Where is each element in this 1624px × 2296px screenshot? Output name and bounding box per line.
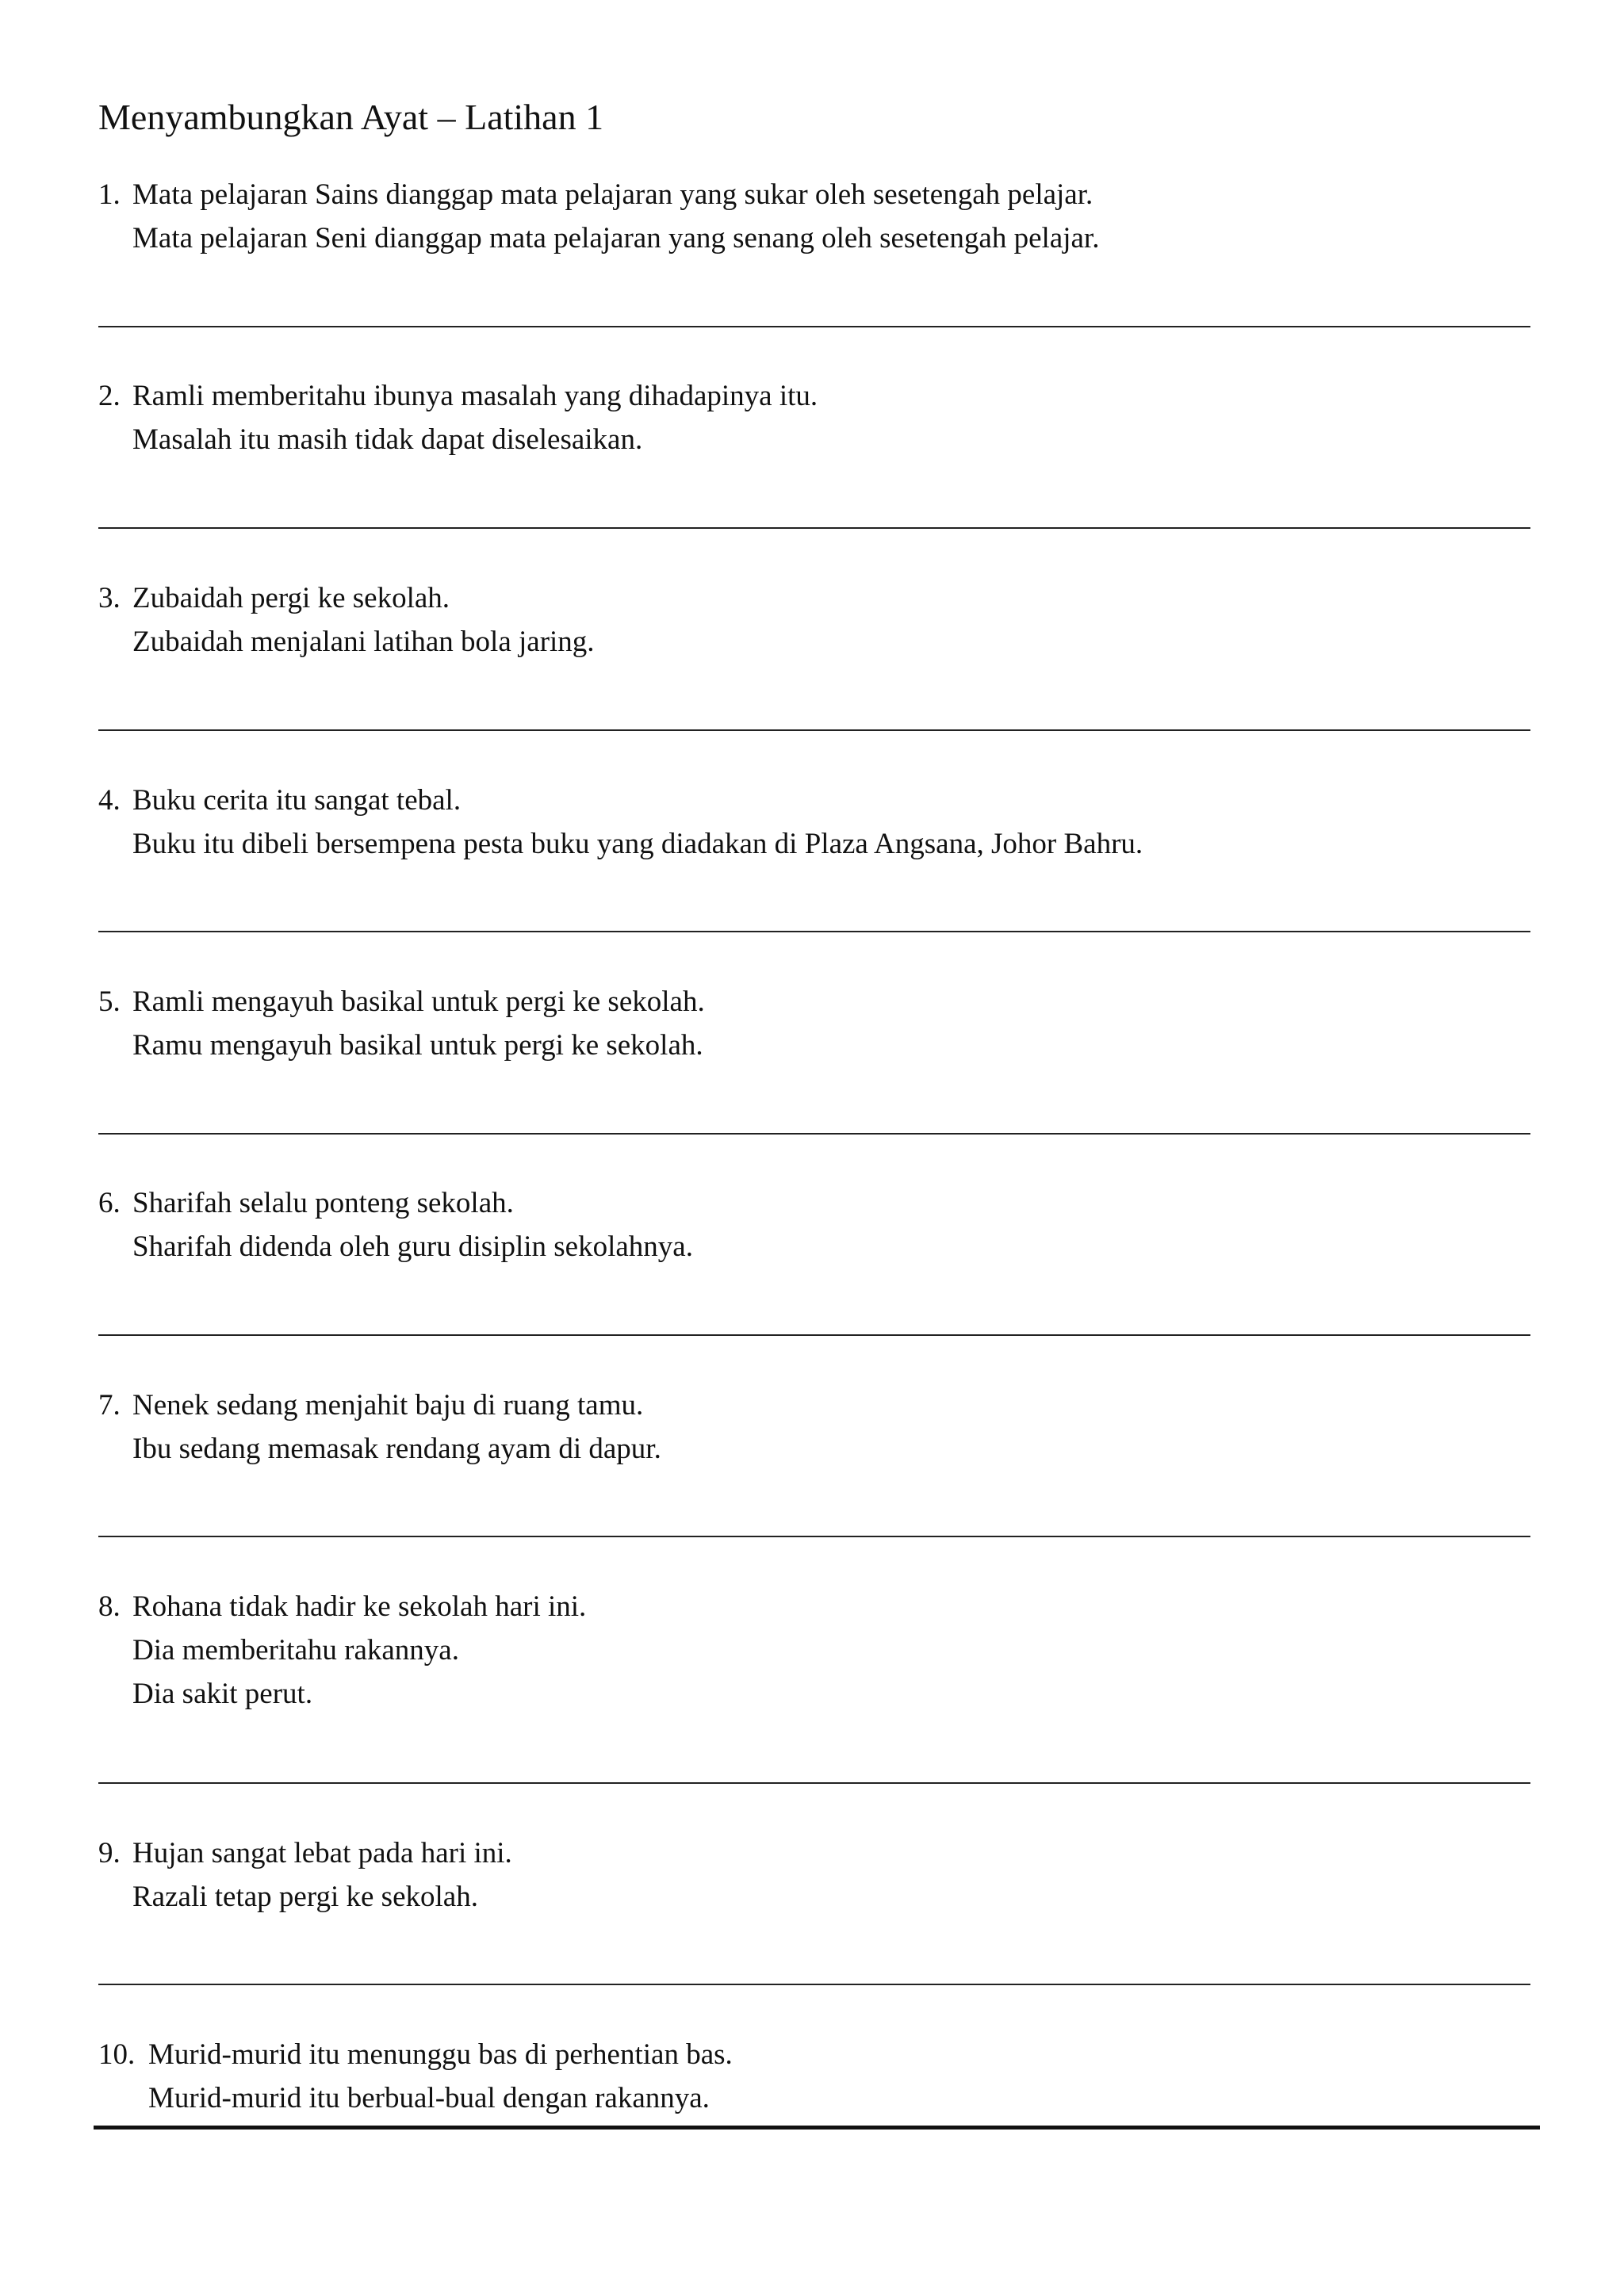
sentence: Buku cerita itu sangat tebal. xyxy=(132,784,462,817)
sentence: Dia sakit perut. xyxy=(132,1678,313,1710)
exercise-item-3 xyxy=(98,576,1549,664)
item-number: 10. xyxy=(98,2038,136,2071)
sentence: Buku itu dibeli bersempena pesta buku yang diadakan di Plaza Angsana, Johor Bahru. xyxy=(132,828,1143,860)
sentence: Ramli memberitahu ibunya masalah yang dihadapinya itu. xyxy=(132,380,818,412)
sentence: Mata pelajaran Seni dianggap mata pelajaran yang senang oleh sesetengah pelajar. xyxy=(132,222,1100,254)
answer-line-10[interactable] xyxy=(94,2126,1540,2130)
item-number: 1. xyxy=(98,178,121,211)
sentence: Murid-murid itu menunggu bas di perhentian bas. xyxy=(148,2038,733,2071)
exercise-item-2 xyxy=(98,374,1549,461)
sentence: Sharifah didenda oleh guru disiplin sekolahnya. xyxy=(132,1230,693,1263)
sentence: Razali tetap pergi ke sekolah. xyxy=(132,1881,478,1913)
sentence: Mata pelajaran Sains dianggap mata pelajaran yang sukar oleh sesetengah pelajar. xyxy=(132,178,1094,211)
exercise-item-1 xyxy=(98,173,1549,260)
item-number: 9. xyxy=(98,1837,121,1869)
answer-line-7[interactable] xyxy=(98,1536,1530,1537)
sentence: Murid-murid itu berbual-bual dengan rakannya. xyxy=(148,2082,710,2114)
answer-line-6[interactable] xyxy=(98,1334,1530,1336)
exercise-item-7 xyxy=(98,1383,1549,1471)
answer-line-3[interactable] xyxy=(98,729,1530,731)
item-number: 3. xyxy=(98,582,121,614)
sentence: Sharifah selalu ponteng sekolah. xyxy=(132,1187,514,1219)
answer-line-2[interactable] xyxy=(98,527,1530,529)
item-number: 7. xyxy=(98,1389,121,1422)
answer-line-5[interactable] xyxy=(98,1133,1530,1135)
item-number: 4. xyxy=(98,784,121,817)
sentence: Hujan sangat lebat pada hari ini. xyxy=(132,1837,512,1869)
exercise-item-5 xyxy=(98,980,1549,1067)
exercise-item-9 xyxy=(98,1831,1549,1919)
exercise-item-10 xyxy=(98,2033,1549,2120)
sentence: Rohana tidak hadir ke sekolah hari ini. xyxy=(132,1590,587,1623)
exercise-item-8 xyxy=(98,1585,1549,1716)
sentence: Dia memberitahu rakannya. xyxy=(132,1634,459,1667)
item-number: 6. xyxy=(98,1187,121,1219)
answer-line-4[interactable] xyxy=(98,931,1530,932)
exercise-item-6 xyxy=(98,1181,1549,1269)
sentence: Ibu sedang memasak rendang ayam di dapur. xyxy=(132,1433,661,1465)
answer-line-9[interactable] xyxy=(98,1984,1530,1985)
sentence: Ramu mengayuh basikal untuk pergi ke sekolah. xyxy=(132,1029,703,1062)
answer-line-1[interactable] xyxy=(98,326,1530,327)
page-title: Menyambungkan Ayat – Latihan 1 xyxy=(98,97,604,137)
sentence: Zubaidah menjalani latihan bola jaring. xyxy=(132,626,595,658)
sentence: Ramli mengayuh basikal untuk pergi ke sekolah. xyxy=(132,985,705,1018)
item-number: 8. xyxy=(98,1590,121,1623)
item-number: 5. xyxy=(98,985,121,1018)
sentence: Nenek sedang menjahit baju di ruang tamu. xyxy=(132,1389,644,1422)
sentence: Zubaidah pergi ke sekolah. xyxy=(132,582,450,614)
exercise-item-4 xyxy=(98,779,1549,866)
item-number: 2. xyxy=(98,380,121,412)
sentence: Masalah itu masih tidak dapat diselesaikan. xyxy=(132,423,643,456)
answer-line-8[interactable] xyxy=(98,1782,1530,1784)
